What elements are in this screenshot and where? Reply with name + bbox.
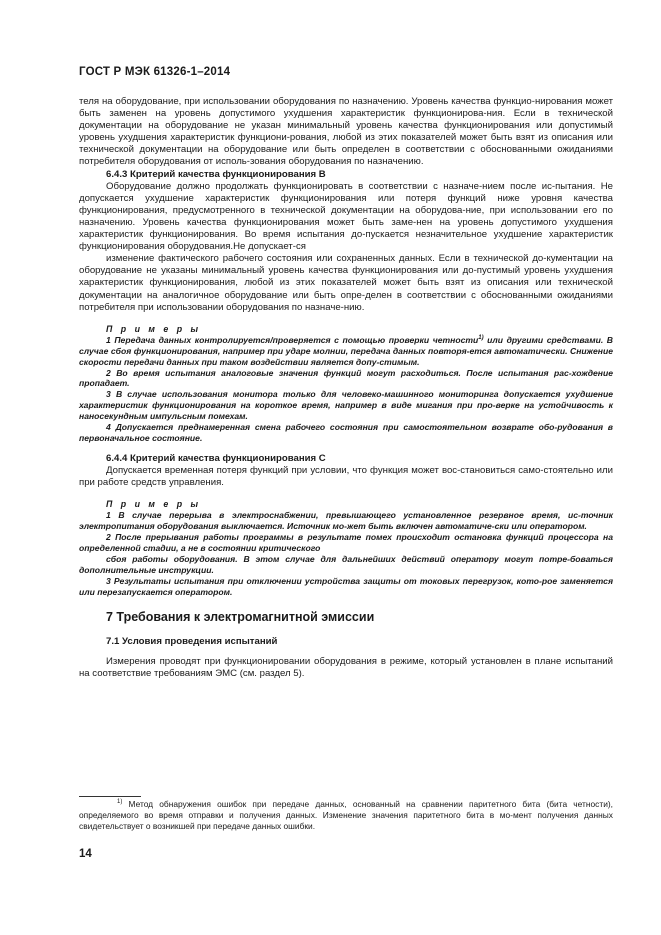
main-text [79,96,613,680]
example-1-3: 3 В случае использования монитора только для человеко-машинного мониторинга допускается ухудшение характеристик функционирования на короткое время, например в виде мигания при про-верке на устойчивость к наносекундным импульсным помехам. [79,389,613,422]
footnote-divider [79,796,141,797]
page-number: 14 [79,848,92,860]
section-7-1-heading: 7.1 Условия проведения испытаний [106,635,278,647]
section-6-4-4-heading: 6.4.4 Критерий качества функционирования С [106,452,326,464]
example-2-3: 3 Результаты испытания при отключении устройства защиты от токовых перегрузок, кото-рое заменяется или перезапускается оператором. [79,575,613,597]
paragraph-criterion-b-cont: изменение фактического рабочего состояния или сохраненных данных. Если в технической до-кументации на оборудование не указаны минимальный уровень качества функционирования или до-пустимый уровень ухудшения характеристик функционирования, любой из этих показателей может быть взят из описания или технической документации на аналогичное оборудование или быть опре-делен в соответствии с обоснованными ожиданиями потребителя при использовании оборудования по назначе-нию. [79,253,613,313]
paragraph-criterion-b: Оборудование должно продолжать функционировать в соответствии с назначе-нием после ис-пытания. Не допускается ухудшение характеристик функционирования или потеря функций ниже уровня качества функционирования, предусмотренного в технической документации на оборудова-ние, при использовании его по назначению. Уровень качества функционирования может быть заме-нен на уровень допустимого ухудшения характеристик функционирования. Во время испытания до-пускается незначительное ухудшение характеристик функционирования оборудования.Не допускает-ся [79,180,613,253]
footnote-mark: 1) [117,799,123,806]
example-2-2: 2 После прерывания работы программы в результате помех происходит остановка функций процессора на определенной стадии, а не в состоянии критического [79,532,613,553]
examples-title-2: П р и м е р ы [106,499,202,510]
example-2-1: 1 В случае перерыва в электроснабжении, превышающего установленное резервное время, ис-точник электропитания оборудования выключается. Источник мо-жет быть включен автоматиче-ски или оператором. [79,510,613,532]
section-6-4-3-heading: 6.4.3 Критерий качества функционирования В [106,168,326,180]
footnote [79,799,613,832]
section-7-heading: 7 Требования к электромагнитной эмиссии [106,610,375,625]
paragraph-criterion-c: Допускается временная потеря функций при условии, что функция может вос-становиться само-стоятельно или при работе средств управления. [79,464,613,489]
example-2-2-cont: сбоя работы оборудования. В этом случае для дальнейших действий оператору могут потре-боваться дополнительные инструкции. [79,553,613,575]
footnote-text: Метод обнаружения ошибок при передаче данных, основанный на сравнении паритетного бита (бита четности), определяемого во время отправки и получения данных. Изменение значения паритетного бита в мо-мент получения данных свидетельствует о возникшей при передаче данных ошибки. [79,799,613,831]
paragraph-continuation: теля на оборудование, при использовании оборудования по назначению. Уровень качества функцио-нирования может быть заменен на уровень допустимого ухудшения характеристик функционирова-ния. Если в технической документации на оборудование не указан минимальный уровень качества функционирования или допустимый уровень ухудшения характеристик функциони-рования, любой из этих показателей может быть взят из описания или технической документации на оборудование или быть определен в соответствии с обоснованными ожиданиями потребителя оборудования от исполь-зования оборудования по назначению. [79,96,613,168]
example-1-4: 4 Допускается преднамеренная смена рабочего состояния при самостоятельном возврате обо-рудования в первоначальное состояние. [79,422,613,443]
example-1-2: 2 Во время испытания аналоговые значения функций могут расходиться. После испытания рас-хождение пропадает. [79,367,613,389]
example-1-1: 1 Передача данных контролируется/проверяется с помощью проверки четности$^{1)}$ или другими средствами. В случае сбоя функционирования, например при ударе молнии, передача данных повторя-ется автоматически. Снижение скорости передачи данных при таком воздействии является допу-стимым. [79,334,613,367]
examples-title-1: П р и м е р ы [106,323,202,334]
paragraph-measurements: Измерения проводят при функционировании оборудования в режиме, который установлен в плане испытаний на соответствие требованиям ЭМС (см. раздел 5). [79,655,613,679]
document-header: ГОСТ Р МЭК 61326-1–2014 [79,66,231,78]
